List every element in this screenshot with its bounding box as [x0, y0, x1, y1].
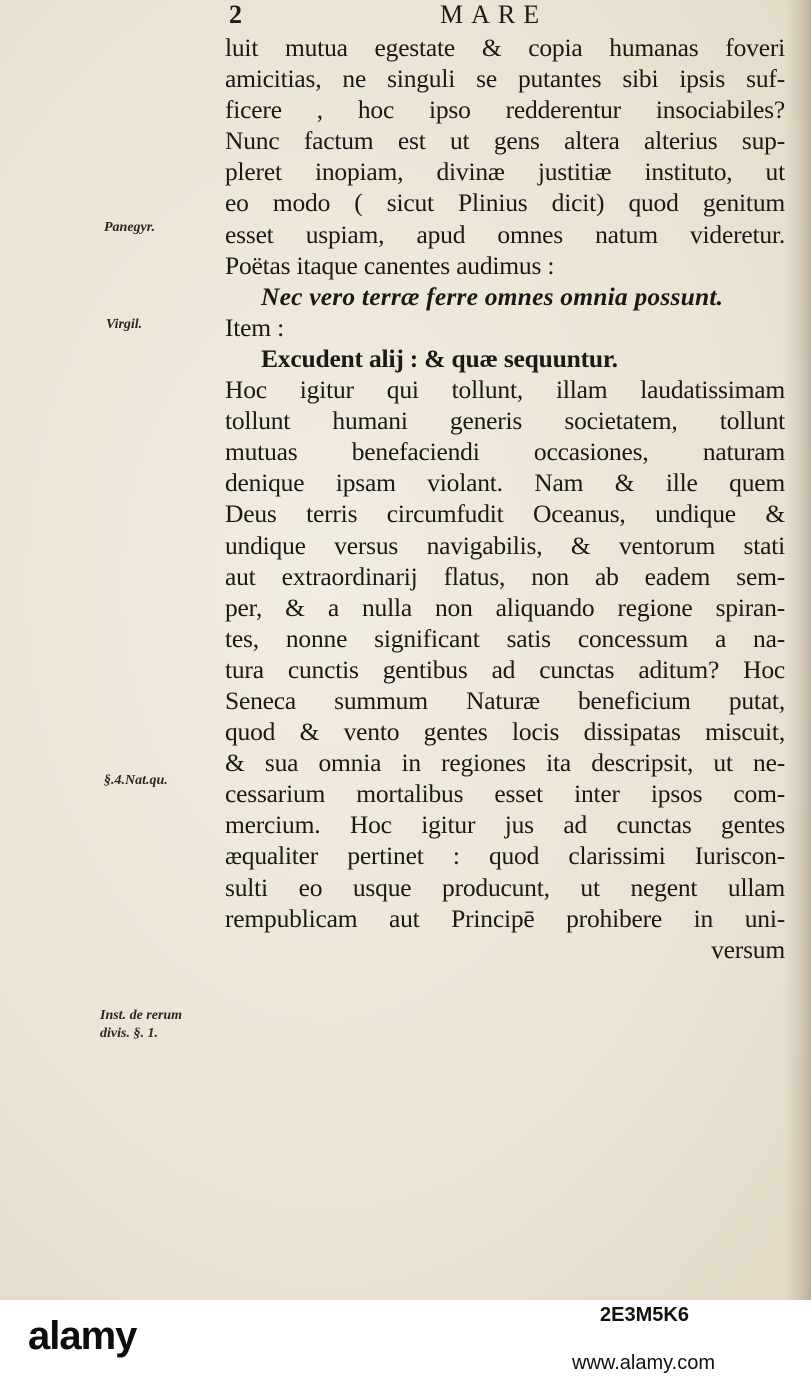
marginal-note-institutes-2: divis. §. 1. — [100, 1026, 158, 1041]
body-line: Nunc factum est ut gens altera alterius sup- — [225, 126, 785, 156]
running-head: MARE — [440, 0, 548, 29]
image-id: 2E3M5K6 — [600, 1304, 689, 1326]
body-line: Item : — [225, 312, 284, 342]
marginal-note-seneca: §.4.Nat.qu. — [104, 773, 168, 788]
body-line: & sua omnia in regiones ita descripsit, ut ne- — [225, 748, 785, 778]
catchword: versum — [711, 934, 785, 964]
body-line: Poëtas itaque canentes audimus : — [225, 250, 555, 280]
body-line: æqualiter pertinet : quod clarissimi Iuriscon- — [225, 841, 785, 871]
page-edge-shadow — [785, 0, 811, 1300]
body-line: undique versus navigabilis, & ventorum stati — [225, 530, 785, 560]
verse-quotation-line: Nec vero terræ ferre omnes omnia possunt. — [261, 281, 724, 311]
body-line: mutuas benefaciendi occasiones, naturam — [225, 437, 785, 467]
marginal-note-virgil: Virgil. — [106, 317, 143, 332]
body-line: cessarium mortalibus esset inter ipsos com- — [225, 779, 785, 809]
body-line: Seneca summum Naturæ beneficium putat, — [225, 685, 785, 715]
body-line: per, & a nulla non aliquando regione spiran- — [225, 592, 785, 622]
body-line: esset uspiam, apud omnes natum videretur. — [225, 219, 785, 249]
body-line: quod & vento gentes locis dissipatas miscuit, — [225, 717, 785, 747]
verse-quotation-line: Excudent alij : & quæ sequuntur. — [261, 343, 618, 373]
body-line: denique ipsam violant. Nam & ille quem — [225, 468, 785, 498]
body-line: luit mutua egestate & copia humanas foveri — [225, 33, 785, 62]
body-line: Hoc igitur qui tollunt, illam laudatissimam — [225, 375, 785, 405]
watermark-footer — [0, 1300, 811, 1390]
alamy-logo: alamy — [28, 1314, 137, 1358]
page-number: 2 — [229, 0, 242, 29]
body-line: amicitias, ne singuli se putantes sibi ipsis suf- — [225, 64, 785, 94]
body-line: mercium. Hoc igitur jus ad cunctas gentes — [225, 810, 785, 840]
body-line: pleret inopiam, divinæ justitiæ instituto, ut — [225, 157, 785, 187]
body-line: eo modo ( sicut Plinius dicit) quod genitum — [225, 188, 785, 218]
marginal-note-institutes-1: Inst. de rerum — [100, 1008, 183, 1023]
body-line: ficere , hoc ipso redderentur insociabiles? — [225, 95, 785, 125]
text-column — [225, 32, 785, 965]
body-line: tes, nonne significant satis concessum a na- — [225, 623, 785, 653]
body-line: rempublicam aut Principē prohibere in uni- — [225, 903, 785, 933]
body-line: sulti eo usque producunt, ut negent ullam — [225, 872, 785, 902]
body-line: aut extraordinarij flatus, non ab eadem sem- — [225, 561, 785, 591]
marginal-note-panegyr: Panegyr. — [104, 220, 155, 235]
page-header — [0, 0, 811, 32]
body-line: tollunt humani generis societatem, tollunt — [225, 406, 785, 436]
body-line: tura cunctis gentibus ad cunctas aditum? Hoc — [225, 654, 785, 684]
body-line: Deus terris circumfudit Oceanus, undique & — [225, 499, 785, 529]
footer-url: www.alamy.com — [572, 1352, 715, 1374]
